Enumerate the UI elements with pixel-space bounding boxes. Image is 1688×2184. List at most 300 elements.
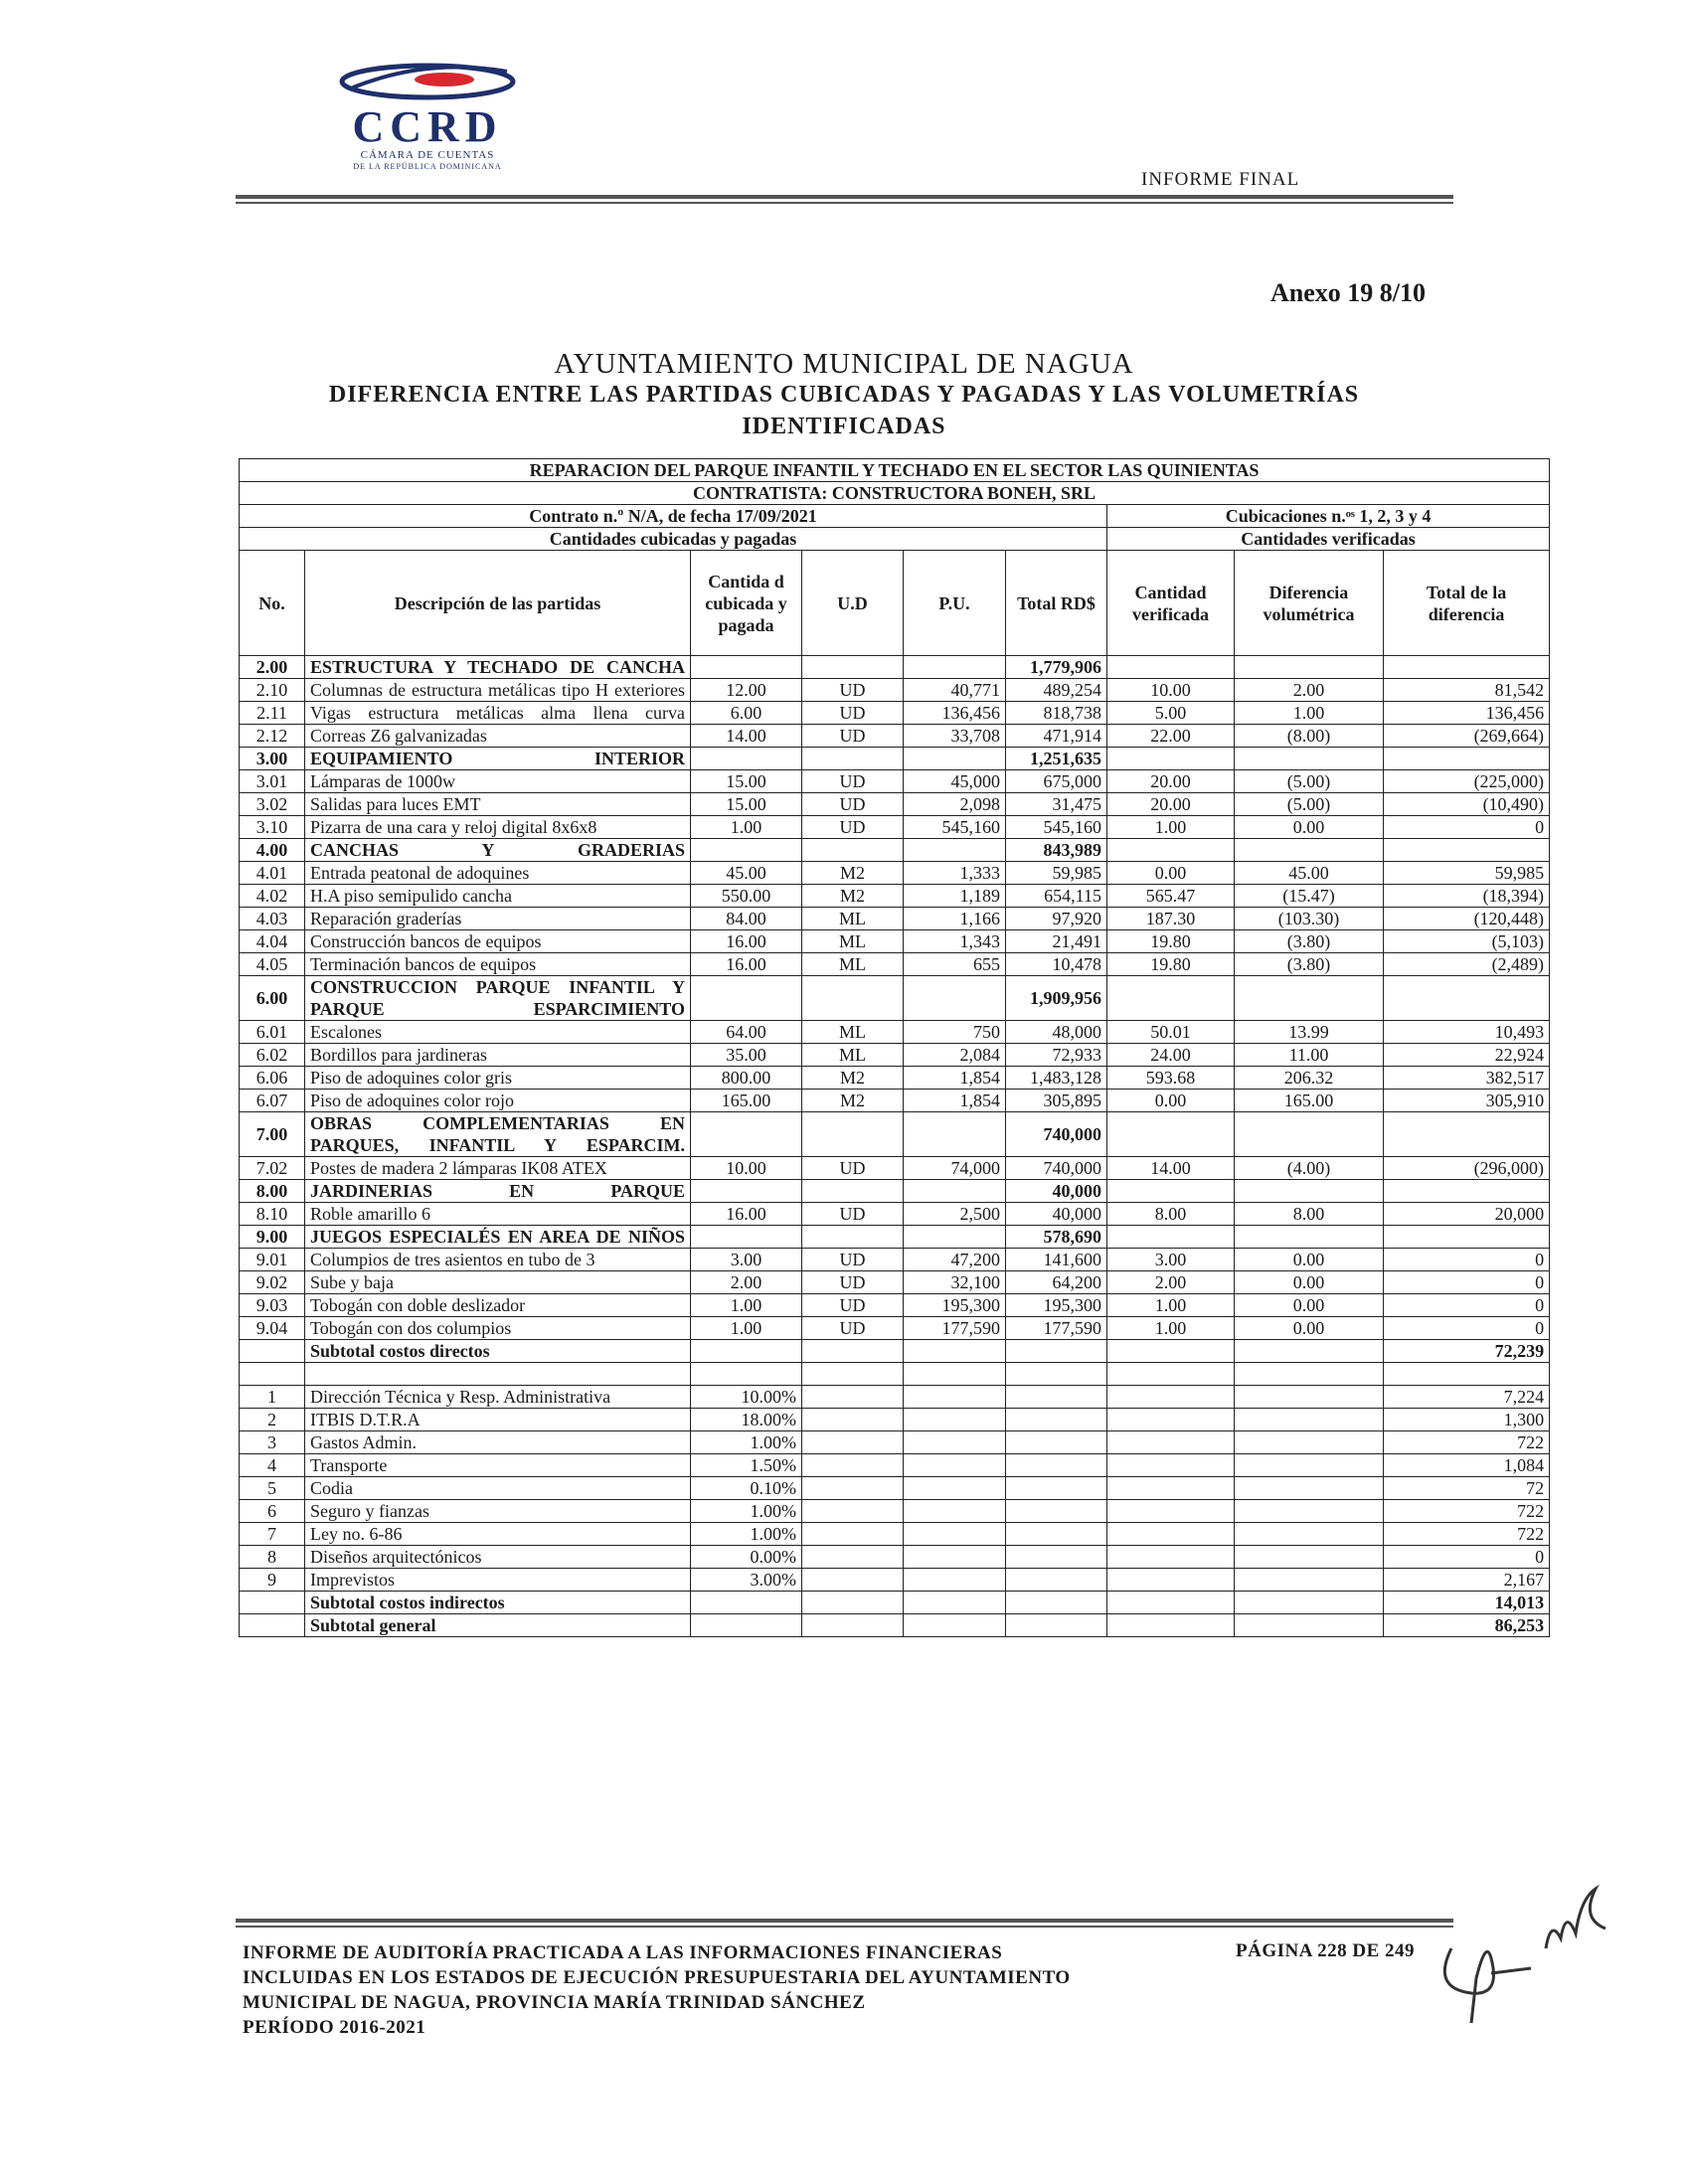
item-description: Postes de madera 2 lámparas IK08 ATEX: [305, 1157, 691, 1180]
indirect-description: Gastos Admin.: [305, 1431, 691, 1454]
item-difference: 0.00: [1235, 1249, 1384, 1271]
item-quantity: [691, 839, 802, 862]
item-description: ESTRUCTURA Y TECHADO DE CANCHA: [305, 656, 691, 679]
empty-cell: [1235, 1569, 1384, 1592]
item-total: 818,738: [1006, 702, 1107, 725]
empty-cell: [1235, 1500, 1384, 1523]
empty-cell: [1006, 1454, 1107, 1477]
item-difference: 0.00: [1235, 1271, 1384, 1294]
item-verified: [1107, 748, 1235, 770]
item-number: 2.00: [240, 656, 305, 679]
empty-cell: [1107, 1477, 1235, 1500]
item-verified: 1.00: [1107, 1294, 1235, 1317]
item-unit-price: [904, 1180, 1006, 1203]
empty-cell: [691, 1614, 802, 1637]
signature-icon: [1432, 1879, 1630, 2028]
item-verified: 24.00: [1107, 1044, 1235, 1067]
item-number: 9.00: [240, 1226, 305, 1249]
indirect-row: [240, 1409, 1550, 1431]
empty-cell: [1235, 1340, 1384, 1363]
item-total: 177,590: [1006, 1317, 1107, 1340]
item-unit-price: 32,100: [904, 1271, 1006, 1294]
empty-cell: [1107, 1386, 1235, 1409]
indirect-value: 722: [1384, 1523, 1550, 1546]
empty-cell: [1006, 1431, 1107, 1454]
col-desc: Descripción de las partidas: [305, 551, 691, 656]
empty-cell: [1235, 1614, 1384, 1637]
item-difference: (8.00): [1235, 725, 1384, 748]
item-quantity: 1.00: [691, 1294, 802, 1317]
item-total-difference: 10,493: [1384, 1021, 1550, 1044]
item-number: 6.00: [240, 976, 305, 1021]
item-number: 7.02: [240, 1157, 305, 1180]
item-total-difference: 20,000: [1384, 1203, 1550, 1226]
empty-cell: [904, 1569, 1006, 1592]
annex-label: Anexo 19 8/10: [1270, 278, 1426, 307]
item-unit: UD: [802, 1294, 904, 1317]
table-row: [240, 1157, 1550, 1180]
item-quantity: 12.00: [691, 679, 802, 702]
indirect-percentage: 18.00%: [691, 1409, 802, 1431]
item-number: 8.00: [240, 1180, 305, 1203]
item-unit-price: 195,300: [904, 1294, 1006, 1317]
empty-cell: [1006, 1477, 1107, 1500]
item-description: Sube y baja: [305, 1271, 691, 1294]
table-row: [240, 793, 1550, 816]
indirect-percentage: 3.00%: [691, 1569, 802, 1592]
subtotal-direct-value: 72,239: [1384, 1340, 1550, 1363]
item-total-difference: (296,000): [1384, 1157, 1550, 1180]
item-quantity: 64.00: [691, 1021, 802, 1044]
item-verified: 50.01: [1107, 1021, 1235, 1044]
item-description: Piso de adoquines color rojo: [305, 1090, 691, 1112]
empty-cell: [691, 1592, 802, 1614]
table-row: [240, 725, 1550, 748]
subtotal-indirect-value: 14,013: [1384, 1592, 1550, 1614]
item-difference: 8.00: [1235, 1203, 1384, 1226]
item-unit-price: 1,333: [904, 862, 1006, 885]
item-verified: 565.47: [1107, 885, 1235, 908]
item-total-difference: 0: [1384, 1271, 1550, 1294]
item-unit-price: 40,771: [904, 679, 1006, 702]
empty-cell: [904, 1363, 1006, 1386]
indirect-row: [240, 1386, 1550, 1409]
indirect-value: 72: [1384, 1477, 1550, 1500]
item-difference: [1235, 748, 1384, 770]
empty-cell: [1107, 1546, 1235, 1569]
empty-cell: [904, 1340, 1006, 1363]
item-unit: UD: [802, 679, 904, 702]
empty-cell: [1235, 1546, 1384, 1569]
indirect-value: 1,300: [1384, 1409, 1550, 1431]
item-total: 31,475: [1006, 793, 1107, 816]
item-total: 578,690: [1006, 1226, 1107, 1249]
empty-cell: [904, 1500, 1006, 1523]
item-unit: UD: [802, 793, 904, 816]
item-total: 1,779,906: [1006, 656, 1107, 679]
item-verified: 22.00: [1107, 725, 1235, 748]
report-label: INFORME FINAL: [1141, 169, 1300, 190]
item-description: Construcción bancos de equipos: [305, 930, 691, 953]
item-unit: [802, 1112, 904, 1157]
empty-cell: [1107, 1454, 1235, 1477]
indirect-number: 1: [240, 1386, 305, 1409]
empty-cell: [904, 1454, 1006, 1477]
item-number: 3.02: [240, 793, 305, 816]
item-difference: (4.00): [1235, 1157, 1384, 1180]
item-number: 4.05: [240, 953, 305, 976]
item-total: 675,000: [1006, 770, 1107, 793]
item-verified: 3.00: [1107, 1249, 1235, 1271]
item-verified: 0.00: [1107, 1090, 1235, 1112]
empty-cell: [1006, 1523, 1107, 1546]
empty-cell: [802, 1431, 904, 1454]
empty-cell: [1107, 1592, 1235, 1614]
item-total-difference: (120,448): [1384, 908, 1550, 930]
item-description: Tobogán con dos columpios: [305, 1317, 691, 1340]
item-description: Tobogán con doble deslizador: [305, 1294, 691, 1317]
indirect-row: [240, 1523, 1550, 1546]
subtotal-direct-label: Subtotal costos directos: [305, 1340, 691, 1363]
empty-cell: [1235, 1363, 1384, 1386]
item-total: 489,254: [1006, 679, 1107, 702]
indirect-value: 722: [1384, 1500, 1550, 1523]
item-unit-price: 1,854: [904, 1090, 1006, 1112]
table-row: [240, 1317, 1550, 1340]
empty-cell: [1107, 1523, 1235, 1546]
item-total: 48,000: [1006, 1021, 1107, 1044]
item-unit-price: 177,590: [904, 1317, 1006, 1340]
item-total-difference: (18,394): [1384, 885, 1550, 908]
item-verified: 1.00: [1107, 1317, 1235, 1340]
indirect-row: [240, 1454, 1550, 1477]
empty-cell: [1235, 1409, 1384, 1431]
item-unit-price: [904, 1112, 1006, 1157]
table-row: [240, 1021, 1550, 1044]
indirect-value: 0: [1384, 1546, 1550, 1569]
empty-cell: [1107, 1500, 1235, 1523]
item-total-difference: [1384, 1112, 1550, 1157]
section-row: [240, 1112, 1550, 1157]
indirect-percentage: 0.00%: [691, 1546, 802, 1569]
item-description: OBRAS COMPLEMENTARIAS EN PARQUES, INFANTIL Y ESPARCIM.: [305, 1112, 691, 1157]
item-total: 740,000: [1006, 1157, 1107, 1180]
indirect-row: [240, 1569, 1550, 1592]
item-unit: [802, 976, 904, 1021]
item-number: 9.02: [240, 1271, 305, 1294]
item-difference: [1235, 656, 1384, 679]
empty-cell: [1006, 1592, 1107, 1614]
item-unit-price: [904, 748, 1006, 770]
indirect-value: 7,224: [1384, 1386, 1550, 1409]
table-row: [240, 770, 1550, 793]
item-verified: 0.00: [1107, 862, 1235, 885]
item-total: 64,200: [1006, 1271, 1107, 1294]
item-description: Escalones: [305, 1021, 691, 1044]
item-number: 3.01: [240, 770, 305, 793]
item-description: Columnas de estructura metálicas tipo H exteriores: [305, 679, 691, 702]
item-quantity: [691, 1112, 802, 1157]
item-unit-price: [904, 656, 1006, 679]
indirect-value: 1,084: [1384, 1454, 1550, 1477]
subtotal-indirect-row: [240, 1592, 1550, 1614]
item-total-difference: (269,664): [1384, 725, 1550, 748]
empty-cell: [1107, 1569, 1235, 1592]
contractor: CONTRATISTA: CONSTRUCTORA BONEH, SRL: [240, 482, 1550, 505]
item-quantity: 35.00: [691, 1044, 802, 1067]
empty-cell: [802, 1454, 904, 1477]
item-number: 4.01: [240, 862, 305, 885]
item-difference: 45.00: [1235, 862, 1384, 885]
item-number: 3.10: [240, 816, 305, 839]
indirect-value: 722: [1384, 1431, 1550, 1454]
table-row: [240, 1067, 1550, 1090]
empty-cell: [904, 1477, 1006, 1500]
table-row: [240, 679, 1550, 702]
item-total-difference: [1384, 656, 1550, 679]
item-total-difference: (5,103): [1384, 930, 1550, 953]
item-description: Piso de adoquines color gris: [305, 1067, 691, 1090]
empty-cell: [802, 1546, 904, 1569]
item-unit-price: 74,000: [904, 1157, 1006, 1180]
item-total-difference: [1384, 839, 1550, 862]
item-verified: 1.00: [1107, 816, 1235, 839]
empty-cell: [802, 1409, 904, 1431]
item-quantity: 16.00: [691, 1203, 802, 1226]
empty-cell: [1006, 1614, 1107, 1637]
empty-cell: [1235, 1454, 1384, 1477]
item-description: Bordillos para jardineras: [305, 1044, 691, 1067]
indirect-description: Diseños arquitectónicos: [305, 1546, 691, 1569]
subtotal-general-value: 86,253: [1384, 1614, 1550, 1637]
item-number: 4.04: [240, 930, 305, 953]
item-total-difference: 136,456: [1384, 702, 1550, 725]
indirect-percentage: 1.00%: [691, 1523, 802, 1546]
empty-cell: [1107, 1363, 1235, 1386]
item-unit-price: 47,200: [904, 1249, 1006, 1271]
item-difference: (3.80): [1235, 953, 1384, 976]
empty-cell: [240, 1340, 305, 1363]
item-verified: 20.00: [1107, 793, 1235, 816]
table-row: [240, 953, 1550, 976]
indirect-row: [240, 1477, 1550, 1500]
table-row: [240, 1044, 1550, 1067]
item-number: 6.07: [240, 1090, 305, 1112]
indirect-description: Transporte: [305, 1454, 691, 1477]
table-row: [240, 1249, 1550, 1271]
item-difference: 0.00: [1235, 1317, 1384, 1340]
page-number: PÁGINA 228 DE 249: [1236, 1940, 1416, 1961]
item-number: 4.02: [240, 885, 305, 908]
item-unit-price: 33,708: [904, 725, 1006, 748]
indirect-number: 6: [240, 1500, 305, 1523]
item-description: Pizarra de una cara y reloj digital 8x6x8: [305, 816, 691, 839]
empty-cell: [1107, 1409, 1235, 1431]
item-total: 97,920: [1006, 908, 1107, 930]
table-row: [240, 1271, 1550, 1294]
item-total-difference: [1384, 1180, 1550, 1203]
item-number: 7.00: [240, 1112, 305, 1157]
item-total: 1,483,128: [1006, 1067, 1107, 1090]
item-quantity: 14.00: [691, 725, 802, 748]
item-unit: ML: [802, 1044, 904, 1067]
item-number: 4.03: [240, 908, 305, 930]
item-total-difference: 59,985: [1384, 862, 1550, 885]
item-difference: 206.32: [1235, 1067, 1384, 1090]
item-description: CONSTRUCCION PARQUE INFANTIL Y PARQUE ESPARCIMIENTO: [305, 976, 691, 1021]
item-verified: 187.30: [1107, 908, 1235, 930]
section-row: [240, 748, 1550, 770]
item-quantity: 45.00: [691, 862, 802, 885]
item-total-difference: 22,924: [1384, 1044, 1550, 1067]
logo-subtitle-2: DE LA REPÚBLICA DOMINICANA: [353, 162, 502, 171]
item-description: Salidas para luces EMT: [305, 793, 691, 816]
item-difference: 11.00: [1235, 1044, 1384, 1067]
empty-cell: [904, 1409, 1006, 1431]
page-subtitle: DIFERENCIA ENTRE LAS PARTIDAS CUBICADAS Y PAGADAS Y LAS VOLUMETRÍAS: [328, 382, 1360, 408]
indirect-percentage: 1.00%: [691, 1500, 802, 1523]
item-quantity: [691, 1180, 802, 1203]
item-unit: UD: [802, 1271, 904, 1294]
empty-cell: [802, 1363, 904, 1386]
item-verified: 14.00: [1107, 1157, 1235, 1180]
footer-line: PERÍODO 2016-2021: [243, 2017, 426, 2038]
item-unit-price: 1,854: [904, 1067, 1006, 1090]
empty-cell: [1006, 1546, 1107, 1569]
footer-rule: [236, 1919, 1453, 1923]
item-unit: UD: [802, 1249, 904, 1271]
item-difference: (103.30): [1235, 908, 1384, 930]
table-row: [240, 930, 1550, 953]
item-total-difference: 81,542: [1384, 679, 1550, 702]
footer-line: INFORME DE AUDITORÍA PRACTICADA A LAS INFORMACIONES FINANCIERAS: [243, 1942, 1003, 1963]
empty-cell: [904, 1592, 1006, 1614]
table-row: [240, 702, 1550, 725]
item-quantity: 1.00: [691, 816, 802, 839]
group-cubicadas: Cantidades cubicadas y pagadas: [240, 528, 1107, 551]
empty-cell: [904, 1523, 1006, 1546]
item-difference: (15.47): [1235, 885, 1384, 908]
item-number: 2.10: [240, 679, 305, 702]
subtotal-direct-row: [240, 1340, 1550, 1363]
col-total: Total RD$: [1006, 551, 1107, 656]
indirect-description: Imprevistos: [305, 1569, 691, 1592]
item-unit: UD: [802, 816, 904, 839]
section-row: [240, 1180, 1550, 1203]
item-total: 195,300: [1006, 1294, 1107, 1317]
item-unit: UD: [802, 1157, 904, 1180]
empty-cell: [1107, 1340, 1235, 1363]
item-total: 59,985: [1006, 862, 1107, 885]
header-rule: [236, 195, 1453, 199]
page-title: AYUNTAMIENTO MUNICIPAL DE NAGUA: [554, 348, 1134, 380]
item-total: 471,914: [1006, 725, 1107, 748]
item-unit-price: 2,098: [904, 793, 1006, 816]
empty-cell: [802, 1386, 904, 1409]
item-total: 40,000: [1006, 1203, 1107, 1226]
section-row: [240, 656, 1550, 679]
footer-text: [243, 1940, 1071, 2040]
empty-cell: [1107, 1431, 1235, 1454]
item-difference: (5.00): [1235, 770, 1384, 793]
empty-cell: [1384, 1363, 1550, 1386]
empty-cell: [904, 1386, 1006, 1409]
item-description: Vigas estructura metálicas alma llena curva: [305, 702, 691, 725]
empty-cell: [1006, 1363, 1107, 1386]
item-total-difference: 305,910: [1384, 1090, 1550, 1112]
item-difference: [1235, 976, 1384, 1021]
contract-info: Contrato n.º N/A, de fecha 17/09/2021: [240, 505, 1107, 528]
item-unit-price: 136,456: [904, 702, 1006, 725]
ccrd-logo: [313, 58, 542, 171]
col-diff: Diferencia volumétrica: [1235, 551, 1384, 656]
item-unit: ML: [802, 908, 904, 930]
empty-cell: [802, 1477, 904, 1500]
item-number: 6.02: [240, 1044, 305, 1067]
item-number: 2.12: [240, 725, 305, 748]
indirect-percentage: 1.00%: [691, 1431, 802, 1454]
item-difference: (3.80): [1235, 930, 1384, 953]
indirect-row: [240, 1431, 1550, 1454]
cubicaciones-info: Cubicaciones n.ᵒˢ 1, 2, 3 y 4: [1107, 505, 1550, 528]
item-unit-price: 45,000: [904, 770, 1006, 793]
table-row: [240, 1294, 1550, 1317]
indirect-number: 5: [240, 1477, 305, 1500]
item-unit: ML: [802, 953, 904, 976]
item-total-difference: [1384, 748, 1550, 770]
item-total: 72,933: [1006, 1044, 1107, 1067]
empty-cell: [1235, 1592, 1384, 1614]
empty-cell: [802, 1340, 904, 1363]
item-total: 10,478: [1006, 953, 1107, 976]
item-total-difference: [1384, 1226, 1550, 1249]
item-description: CANCHAS Y GRADERIAS: [305, 839, 691, 862]
item-unit: [802, 1226, 904, 1249]
item-verified: 593.68: [1107, 1067, 1235, 1090]
item-total-difference: (225,000): [1384, 770, 1550, 793]
empty-cell: [240, 1592, 305, 1614]
item-number: 9.04: [240, 1317, 305, 1340]
indirect-row: [240, 1500, 1550, 1523]
item-total-difference: 0: [1384, 1249, 1550, 1271]
item-number: 4.00: [240, 839, 305, 862]
item-unit: M2: [802, 1067, 904, 1090]
empty-cell: [305, 1363, 691, 1386]
item-verified: 2.00: [1107, 1271, 1235, 1294]
item-description: Columpios de tres asientos en tubo de 3: [305, 1249, 691, 1271]
item-description: EQUIPAMIENTO INTERIOR: [305, 748, 691, 770]
item-difference: 1.00: [1235, 702, 1384, 725]
item-number: 2.11: [240, 702, 305, 725]
indirect-description: Codia: [305, 1477, 691, 1500]
subtotal-general-row: [240, 1614, 1550, 1637]
empty-cell: [1235, 1477, 1384, 1500]
item-total: 545,160: [1006, 816, 1107, 839]
item-unit-price: 1,189: [904, 885, 1006, 908]
empty-cell: [904, 1614, 1006, 1637]
item-verified: 5.00: [1107, 702, 1235, 725]
footer-line: INCLUIDAS EN LOS ESTADOS DE EJECUCIÓN PRESUPUESTARIA DEL AYUNTAMIENTO: [243, 1967, 1071, 1988]
table-row: [240, 885, 1550, 908]
empty-cell: [1235, 1523, 1384, 1546]
item-unit-price: [904, 976, 1006, 1021]
subtotal-indirect-label: Subtotal costos indirectos: [305, 1592, 691, 1614]
item-difference: 0.00: [1235, 816, 1384, 839]
item-total: 1,251,635: [1006, 748, 1107, 770]
indirect-percentage: 10.00%: [691, 1386, 802, 1409]
item-difference: 2.00: [1235, 679, 1384, 702]
col-total-diff: Total de la diferencia: [1384, 551, 1550, 656]
